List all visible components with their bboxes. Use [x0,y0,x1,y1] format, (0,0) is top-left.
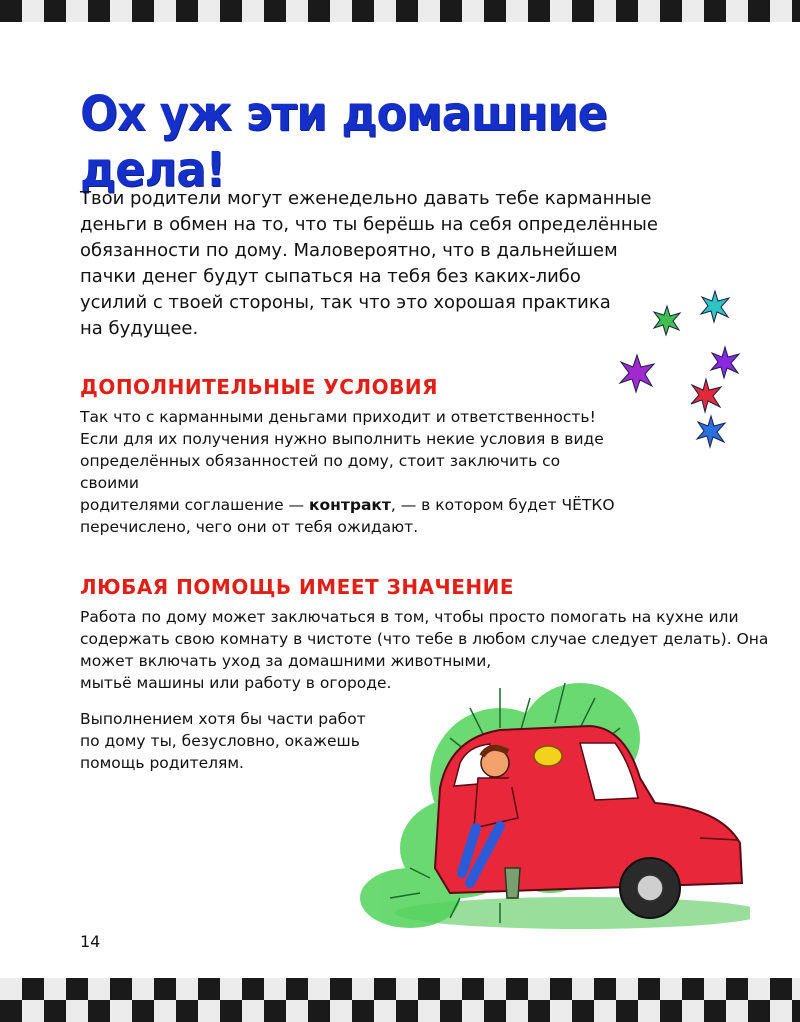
paragraph-line: Если для их получения нужно выполнить некие условия в виде [80,430,604,448]
paragraph-line: определённых обязанностей по дому, стоит заключить со своими [80,452,561,492]
checker-border-bottom [0,978,800,1022]
paragraph-line: Работа по дому может заключаться в том, чтобы просто помогать на кухне или [80,608,739,626]
star-splat-icon [654,306,680,335]
page-number: 14 [80,932,101,951]
intro-line: деньги в обмен на то, что ты берёшь на себя определённые [80,214,658,235]
paragraph-line-part: , — в котором будет ЧЁТКО [390,496,615,514]
paragraph-line: может включать уход за домашними животными, [80,652,492,670]
intro-line: Твои родители могут еженедельно давать тебе карманные [80,188,652,209]
intro-paragraph [80,186,680,342]
conditions-paragraph [80,406,620,538]
star-splat-icon [691,379,721,412]
paragraph-line: мытьё машины или работу в огороде. [80,674,392,692]
paragraph-line: Так что с карманными деньгами приходит и ответственность! [80,408,596,426]
contract-term: контракт [308,496,391,514]
star-splat-icon [620,355,654,392]
page-title: Ох уж эти домашние дела! [80,86,607,198]
star-splat-icon [701,291,729,322]
checker-border-top [0,0,800,22]
paragraph-line: по дому ты, безусловно, окажешь [80,732,360,750]
section-heading-help: ЛЮБАЯ ПОМОЩЬ ИМЕЕТ ЗНАЧЕНИЕ [80,575,514,599]
car-wash-illustration [350,668,750,940]
help-paragraph-2 [80,708,380,774]
star-splat-icon [711,347,739,378]
paragraph-line: помощь родителям. [80,754,244,772]
intro-line: усилий с твоей стороны, так что это хорошая практика [80,292,611,313]
paragraph-line: перечислено, чего они от тебя ожидают. [80,518,419,536]
intro-line: пачки денег будут сыпаться на тебя без каких-либо [80,266,581,287]
intro-line: на будущее. [80,318,199,339]
decorative-stars [610,285,750,450]
section-heading-conditions: ДОПОЛНИТЕЛЬНЫЕ УСЛОВИЯ [80,375,438,399]
paragraph-line: содержать свою комнату в чистоте (что тебе в любом случае следует делать). Она [80,630,769,648]
star-splat-icon [697,416,725,447]
paragraph-line: Выполнением хотя бы части работ [80,710,366,728]
intro-line: обязанности по дому. Маловероятно, что в дальнейшем [80,240,618,261]
paragraph-line-part: родителями соглашение — [80,496,309,514]
